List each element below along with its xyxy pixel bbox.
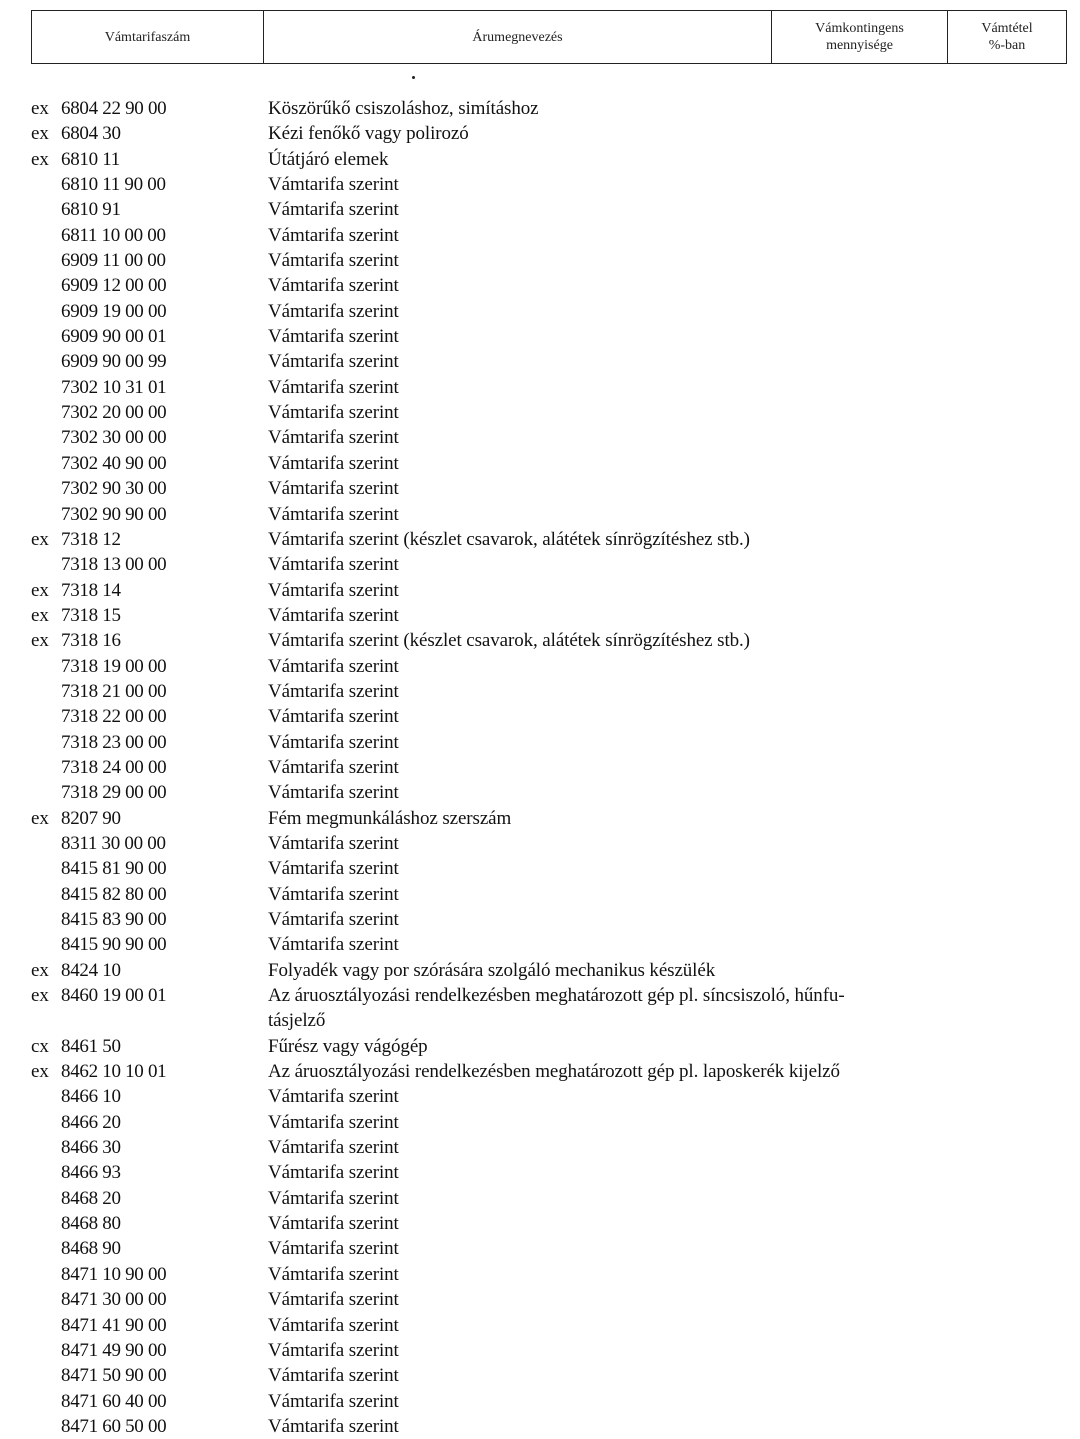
row-tariff-code: 7318 14 <box>61 579 121 601</box>
row-tariff-code: 8207 90 <box>61 807 121 829</box>
row-description: Vámtarifa szerint <box>268 706 399 728</box>
row-prefix: ex <box>31 1061 49 1083</box>
row-description: Vámtarifa szerint <box>268 1263 399 1285</box>
row-tariff-code: 7318 29 00 00 <box>61 782 167 804</box>
row-prefix: ex <box>31 528 49 550</box>
row-description: Vámtarifa szerint <box>268 934 399 956</box>
row-tariff-code: 8471 60 50 00 <box>61 1415 167 1437</box>
table-row <box>0 96 1080 121</box>
row-tariff-code: 7318 19 00 00 <box>61 655 167 677</box>
table-row <box>0 299 1080 324</box>
row-tariff-code: 8415 83 90 00 <box>61 909 167 930</box>
scan-speck <box>412 76 415 79</box>
row-description: Kézi fenőkő vagy polirozó <box>268 123 469 145</box>
row-prefix: ex <box>31 123 49 145</box>
table-row <box>0 1313 1080 1338</box>
row-description: Útátjáró elemek <box>268 148 389 170</box>
row-description: Köszörűkő csiszoláshoz, simításhoz <box>268 98 539 119</box>
row-tariff-code: 8471 41 90 00 <box>61 1314 167 1336</box>
row-tariff-code: 6804 22 90 00 <box>61 98 167 119</box>
table-row <box>0 932 1080 957</box>
row-tariff-code: 6909 12 00 00 <box>61 275 167 297</box>
table-row <box>0 1084 1080 1109</box>
row-prefix: cx <box>31 1035 49 1057</box>
row-description: Vámtarifa szerint <box>268 883 399 905</box>
row-tariff-code: 7318 22 00 00 <box>61 706 167 728</box>
table-row <box>0 907 1080 932</box>
row-description: Vámtarifa szerint <box>268 756 399 778</box>
table-row <box>0 780 1080 805</box>
table-row <box>0 882 1080 907</box>
table-row <box>0 476 1080 501</box>
row-tariff-code: 8471 60 40 00 <box>61 1390 167 1412</box>
row-description: Vámtarifa szerint <box>268 1390 399 1412</box>
table-row <box>0 1186 1080 1211</box>
row-tariff-code: 8415 90 90 00 <box>61 934 167 956</box>
row-tariff-code: 6810 11 <box>61 148 120 170</box>
row-tariff-code: 7318 24 00 00 <box>61 756 167 778</box>
table-row <box>0 248 1080 273</box>
table-row <box>0 679 1080 704</box>
table-row <box>0 1160 1080 1185</box>
row-description: Az áruosztályozási rendelkezésben meghatározott gép pl. síncsiszoló, hűnfu- tásjelző <box>268 985 845 1032</box>
tariff-table-body <box>0 96 1080 1439</box>
header-quota-quantity: Vámkontingens mennyisége <box>772 11 948 63</box>
row-tariff-code: 8466 20 <box>61 1111 121 1133</box>
row-tariff-code: 8460 19 00 01 <box>61 985 167 1007</box>
row-tariff-code: 6909 90 00 01 <box>61 326 167 348</box>
row-description: Az áruosztályozási rendelkezésben meghatározott gép pl. laposkerék kijelző <box>268 1061 840 1083</box>
row-tariff-code: 6909 90 00 99 <box>61 351 167 373</box>
row-description: Vámtarifa szerint <box>268 275 399 297</box>
row-tariff-code: 7302 20 00 00 <box>61 402 167 424</box>
header-tariff-number: Vámtarifaszám <box>32 11 264 63</box>
row-description: Vámtarifa szerint <box>268 478 399 500</box>
row-tariff-code: 8466 30 <box>61 1137 121 1159</box>
table-row <box>0 349 1080 374</box>
row-prefix: ex <box>31 959 49 981</box>
row-description: Vámtarifa szerint (készlet csavarok, alátétek sínrögzítéshez stb.) <box>268 528 750 550</box>
row-description: Vámtarifa szerint (készlet csavarok, alátétek sínrögzítéshez stb.) <box>268 630 750 652</box>
table-row <box>0 121 1080 146</box>
row-tariff-code: 6909 11 00 00 <box>61 250 166 272</box>
row-description: Fűrész vagy vágógép <box>268 1035 428 1057</box>
table-row <box>0 552 1080 577</box>
row-tariff-code: 8471 30 00 00 <box>61 1289 167 1311</box>
row-tariff-code: 7302 40 90 00 <box>61 452 167 474</box>
table-row <box>0 654 1080 679</box>
table-row <box>0 1389 1080 1414</box>
table-row <box>0 400 1080 425</box>
row-tariff-code: 7318 12 <box>61 528 121 550</box>
table-row <box>0 375 1080 400</box>
row-tariff-code: 6810 11 90 00 <box>61 174 166 196</box>
table-row <box>0 755 1080 780</box>
row-description: Vámtarifa szerint <box>268 503 399 525</box>
table-row <box>0 425 1080 450</box>
table-row <box>0 983 1080 1034</box>
header-duty-rate: Vámtétel %-ban <box>981 21 1033 53</box>
row-tariff-code: 8471 50 90 00 <box>61 1365 167 1387</box>
row-description: Vámtarifa szerint <box>268 655 399 677</box>
row-tariff-code: 6804 30 <box>61 123 121 145</box>
table-row <box>0 324 1080 349</box>
row-tariff-code: 7302 10 31 01 <box>61 376 167 398</box>
row-tariff-code: 7318 13 00 00 <box>61 554 167 576</box>
row-description: Vámtarifa szerint <box>268 402 399 424</box>
table-row <box>0 806 1080 831</box>
row-tariff-code: 8468 80 <box>61 1213 121 1235</box>
row-description: Vámtarifa szerint <box>268 1137 399 1159</box>
row-description: Vámtarifa szerint <box>268 1086 399 1108</box>
row-tariff-code: 7302 90 90 00 <box>61 503 167 525</box>
row-tariff-code: 7318 15 <box>61 604 121 626</box>
table-row <box>0 502 1080 527</box>
row-description: Vámtarifa szerint <box>268 1238 399 1260</box>
row-tariff-code: 8462 10 10 01 <box>61 1061 167 1083</box>
table-row <box>0 1236 1080 1261</box>
row-description: Vámtarifa szerint <box>268 579 399 601</box>
row-description: Vámtarifa szerint <box>268 224 399 246</box>
table-row <box>0 856 1080 881</box>
row-tariff-code: 8471 10 90 00 <box>61 1263 167 1285</box>
table-row <box>0 273 1080 298</box>
table-row <box>0 147 1080 172</box>
row-tariff-code: 6909 19 00 00 <box>61 300 167 322</box>
row-tariff-code: 8461 50 <box>61 1035 121 1057</box>
row-description: Vámtarifa szerint <box>268 858 399 880</box>
table-row <box>0 730 1080 755</box>
row-description: Vámtarifa szerint <box>268 250 399 272</box>
row-description: Vámtarifa szerint <box>268 452 399 474</box>
row-description: Vámtarifa szerint <box>268 300 399 322</box>
table-row <box>0 1338 1080 1363</box>
row-tariff-code: 8311 30 00 00 <box>61 832 166 854</box>
row-description: Vámtarifa szerint <box>268 1111 399 1133</box>
row-tariff-code: 8424 10 <box>61 959 121 981</box>
row-tariff-code: 8468 90 <box>61 1238 121 1260</box>
row-description: Vámtarifa szerint <box>268 1365 399 1387</box>
row-description: Vámtarifa szerint <box>268 1187 399 1209</box>
table-row <box>0 628 1080 653</box>
row-description: Vámtarifa szerint <box>268 909 399 930</box>
row-description: Vámtarifa szerint <box>268 680 399 702</box>
row-description: Fém megmunkáláshoz szerszám <box>268 807 512 829</box>
row-prefix: ex <box>31 630 49 652</box>
row-description: Vámtarifa szerint <box>268 376 399 398</box>
row-tariff-code: 8471 49 90 00 <box>61 1339 167 1361</box>
table-row <box>0 1414 1080 1439</box>
row-tariff-code: 7302 30 00 00 <box>61 427 167 449</box>
row-tariff-code: 8415 81 90 00 <box>61 858 167 880</box>
table-row <box>0 172 1080 197</box>
table-row <box>0 958 1080 983</box>
row-tariff-code: 8466 10 <box>61 1086 121 1108</box>
row-prefix: ex <box>31 604 49 626</box>
table-header <box>31 10 1067 64</box>
row-tariff-code: 6810 91 <box>61 199 121 221</box>
table-row <box>0 1363 1080 1388</box>
table-row <box>0 704 1080 729</box>
row-prefix: ex <box>31 148 49 170</box>
row-tariff-code: 8466 93 <box>61 1162 121 1184</box>
row-tariff-code: 7318 23 00 00 <box>61 731 167 753</box>
table-row <box>0 1034 1080 1059</box>
table-row <box>0 1110 1080 1135</box>
row-description: Vámtarifa szerint <box>268 1213 399 1235</box>
table-row <box>0 1059 1080 1084</box>
row-description: Vámtarifa szerint <box>268 832 399 854</box>
row-description: Vámtarifa szerint <box>268 1415 399 1437</box>
table-row <box>0 1135 1080 1160</box>
row-tariff-code: 8415 82 80 00 <box>61 883 167 905</box>
table-row <box>0 831 1080 856</box>
table-row <box>0 1262 1080 1287</box>
table-row <box>0 1287 1080 1312</box>
row-prefix: ex <box>31 98 49 119</box>
row-description: Vámtarifa szerint <box>268 554 399 576</box>
row-description: Vámtarifa szerint <box>268 174 399 196</box>
header-goods-description: Árumegnevezés <box>264 11 772 63</box>
row-prefix: ex <box>31 807 49 829</box>
table-row <box>0 451 1080 476</box>
row-description: Vámtarifa szerint <box>268 1339 399 1361</box>
row-prefix: ex <box>31 579 49 601</box>
row-tariff-code: 7302 90 30 00 <box>61 478 167 500</box>
row-tariff-code: 7318 21 00 00 <box>61 680 167 702</box>
row-description: Folyadék vagy por szórására szolgáló mechanikus készülék <box>268 959 716 981</box>
table-row <box>0 578 1080 603</box>
row-description: Vámtarifa szerint <box>268 782 399 804</box>
table-row <box>0 223 1080 248</box>
row-description: Vámtarifa szerint <box>268 604 399 626</box>
row-description: Vámtarifa szerint <box>268 427 399 449</box>
table-row <box>0 197 1080 222</box>
row-description: Vámtarifa szerint <box>268 351 399 373</box>
row-tariff-code: 6811 10 00 00 <box>61 224 166 246</box>
row-description: Vámtarifa szerint <box>268 326 399 348</box>
row-description: Vámtarifa szerint <box>268 1162 399 1184</box>
row-description: Vámtarifa szerint <box>268 1289 399 1311</box>
table-row <box>0 603 1080 628</box>
row-tariff-code: 8468 20 <box>61 1187 121 1209</box>
row-description: Vámtarifa szerint <box>268 1314 399 1336</box>
table-row <box>0 1211 1080 1236</box>
table-row <box>0 527 1080 552</box>
row-description: Vámtarifa szerint <box>268 731 399 753</box>
row-description: Vámtarifa szerint <box>268 199 399 221</box>
row-tariff-code: 7318 16 <box>61 630 121 652</box>
row-prefix: ex <box>31 985 49 1007</box>
